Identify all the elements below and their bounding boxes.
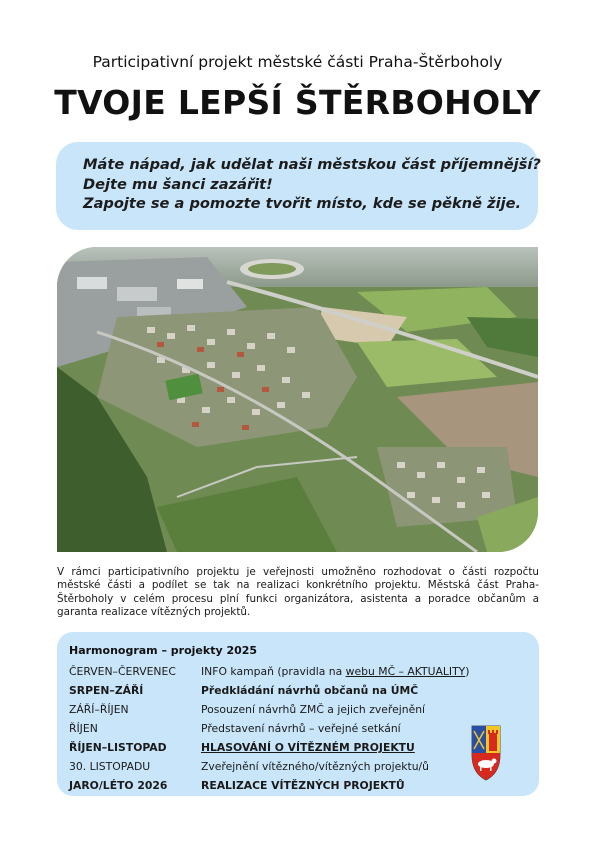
- schedule-period: ČERVEN–ČERVENEC: [69, 665, 176, 678]
- schedule-activity: Představení návrhů – veřejné setkání: [201, 722, 401, 735]
- callout-line: Máte nápad, jak udělat naši městskou část příjemnější?: [83, 156, 541, 173]
- schedule-title: Harmonogram – projekty 2025: [69, 644, 258, 657]
- callout-line: Zapojte se a pomozte tvořit místo, kde se pěkně žije.: [83, 195, 522, 212]
- page-title: TVOJE LEPŠÍ ŠTĚRBOHOLY: [54, 83, 541, 122]
- schedule-activity: Posouzení návrhů ZMČ a jejich zveřejnění: [201, 703, 426, 716]
- schedule-period: ZÁŘÍ–ŘÍJEN: [69, 703, 129, 716]
- callout-line: Dejte mu šanci zazářit!: [83, 175, 273, 193]
- schedule-period: SRPEN–ZÁŘÍ: [69, 684, 144, 697]
- intro-paragraph: V rámci participativního projektu je veřejnosti umožněno rozhodovat o části rozpočtu městské části a podílet se tak na realizaci konkrétního projektu. Městská část Praha-Štěrboholy v celém procesu plní funkci organizátora, asistenta a poradce občanům a garanta realizace vítězných projektů.: [57, 566, 539, 619]
- schedule-period: JARO/LÉTO 2026: [69, 779, 168, 792]
- aerial-photo: [57, 247, 538, 552]
- schedule-activity: INFO kampaň (pravidla na webu MČ – AKTUALITY): [201, 665, 470, 678]
- web-aktuality-link[interactable]: webu MČ – AKTUALITY: [345, 665, 466, 678]
- coat-of-arms-icon: [471, 723, 501, 783]
- schedule-activity: HLASOVÁNÍ O VÍTĚZNÉM PROJEKTU: [201, 741, 415, 754]
- schedule-period: 30. LISTOPADU: [69, 760, 151, 773]
- schedule-activity: REALIZACE VÍTĚZNÝCH PROJEKTŮ: [201, 779, 405, 792]
- schedule-period: ŘÍJEN: [69, 722, 98, 735]
- schedule-activity: Předkládání návrhů občanů na ÚMČ: [201, 684, 419, 697]
- page-subtitle: Participativní projekt městské části Praha-Štěrboholy: [92, 53, 503, 71]
- schedule-activity: Zveřejnění vítězného/vítězných projektu/ů: [201, 760, 430, 773]
- schedule-period: ŘÍJEN–LISTOPAD: [69, 741, 167, 754]
- callout-box: [56, 142, 541, 230]
- schedule-panel: [57, 632, 539, 796]
